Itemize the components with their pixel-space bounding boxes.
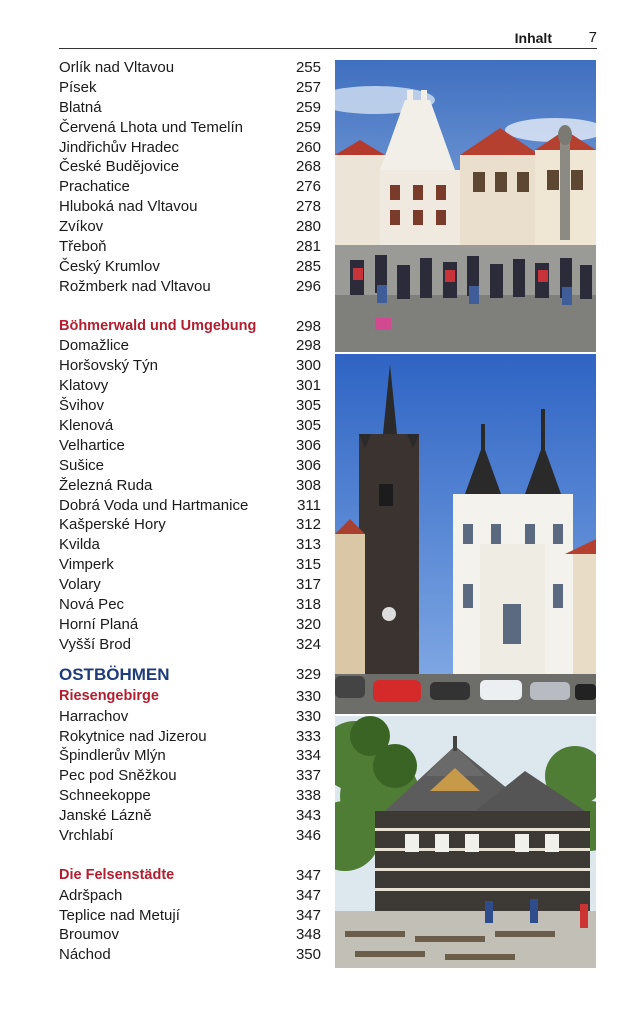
toc-entry[interactable]: Schneekoppe 338 [59,787,321,805]
table-of-contents [59,58,321,965]
toc-entry[interactable]: Vrchlabí 346 [59,826,321,844]
toc-entry[interactable]: Blatná 259 [59,98,321,116]
toc-entry[interactable]: Železná Ruda 308 [59,476,321,494]
toc-entry[interactable]: Vyšší Brod 324 [59,635,321,653]
toc-entry[interactable]: Hluboká nad Vltavou 278 [59,198,321,216]
toc-entry[interactable]: Harrachov 330 [59,707,321,725]
toc-entry[interactable]: Třeboň 281 [59,238,321,256]
toc-subheading-boehmerwald[interactable]: Böhmerwald und Umgebung 298 [59,317,321,335]
toc-entry[interactable]: Horní Planá 320 [59,615,321,633]
toc-entry[interactable]: Domažlice 298 [59,337,321,355]
toc-entry[interactable]: Rokytnice nad Jizerou 333 [59,727,321,745]
toc-entry[interactable]: Klenová 305 [59,417,321,435]
toc-entry[interactable]: Orlík nad Vltavou 255 [59,59,321,76]
church-towers-photo [335,354,596,714]
toc-entry[interactable]: Špindlerův Mlýn 334 [59,747,321,765]
toc-entry[interactable]: Volary 317 [59,576,321,594]
section-title: Inhalt [514,30,552,46]
toc-entry[interactable]: Český Krumlov 285 [59,257,321,275]
toc-entry[interactable]: Broumov 348 [59,926,321,944]
toc-entry[interactable]: Adršpach 347 [59,886,321,904]
toc-entry[interactable]: Horšovský Týn 300 [59,357,321,375]
toc-entry[interactable]: Prachatice 276 [59,178,321,196]
toc-entry[interactable]: Dobrá Voda und Hartmanice 311 [59,496,321,514]
running-header [59,28,597,49]
toc-entry[interactable]: Jindřichův Hradec 260 [59,138,321,156]
toc-entry[interactable]: Kašperské Hory 312 [59,516,321,534]
toc-entry[interactable]: Švihov 305 [59,397,321,415]
page-number: 7 [588,29,597,46]
toc-entry[interactable]: Kvilda 313 [59,536,321,554]
toc-entry[interactable]: Písek 257 [59,78,321,96]
toc-subheading-felsenstaedte[interactable]: Die Felsenstädte 347 [59,866,321,884]
toc-main-heading-ostboehmen[interactable]: OSTBÖHMEN 329 [59,664,321,684]
toc-entry[interactable]: České Budějovice 268 [59,158,321,176]
toc-entry[interactable]: Náchod 350 [59,946,321,964]
toc-entry[interactable]: Klatovy 301 [59,377,321,395]
toc-entry[interactable]: Červená Lhota und Temelín 259 [59,118,321,136]
toc-entry[interactable]: Janské Lázně 343 [59,807,321,825]
wooden-chalet-photo [335,716,596,968]
toc-entry[interactable]: Nová Pec 318 [59,596,321,614]
toc-entry[interactable]: Zvíkov 280 [59,218,321,236]
toc-subheading-riesengebirge[interactable]: Riesengebirge 330 [59,687,321,705]
town-square-photo [335,60,596,352]
toc-entry[interactable]: Vimperk 315 [59,556,321,574]
toc-entry[interactable]: Sušice 306 [59,456,321,474]
toc-entry[interactable]: Teplice nad Metují 347 [59,906,321,924]
photo-column [335,60,596,968]
toc-entry[interactable]: Pec pod Sněžkou 337 [59,767,321,785]
toc-entry[interactable]: Rožmberk nad Vltavou 296 [59,277,321,295]
toc-entry[interactable]: Velhartice 306 [59,436,321,454]
